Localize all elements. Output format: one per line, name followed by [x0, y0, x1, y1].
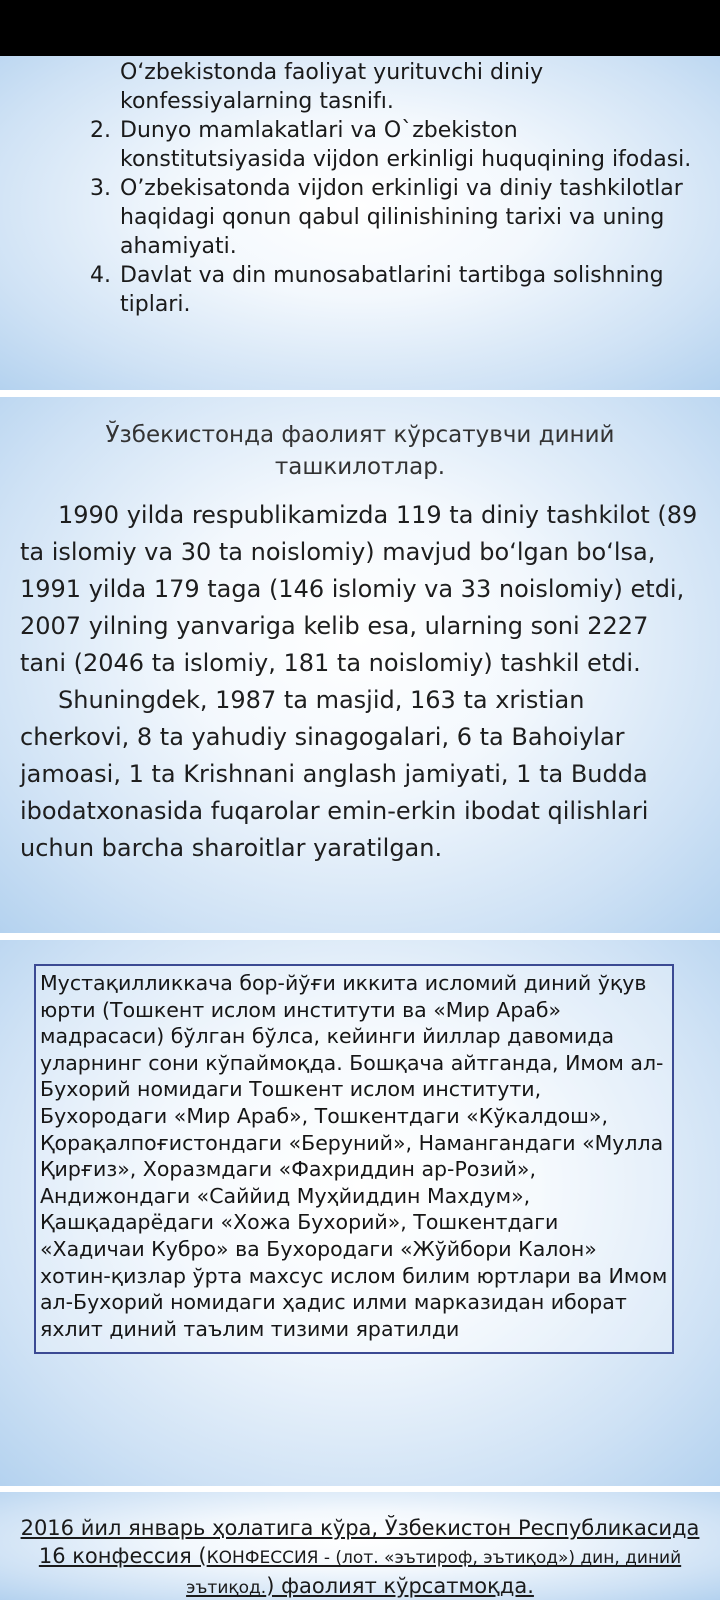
slide-education-system — [0, 940, 720, 1486]
slide-religious-organizations — [0, 397, 720, 933]
list-number: 3. — [90, 176, 111, 201]
slide-confessions — [0, 1492, 720, 1600]
status-bar — [0, 0, 720, 56]
slide-divider — [0, 390, 720, 397]
confession-definition: КОНФЕССИЯ - (лот. «эътироф, эътиқод») дин, диний эътиқод. — [186, 1548, 682, 1598]
slide-body — [20, 497, 700, 867]
confessions-text-part3: ) фаолият кўрсатмоқда. — [266, 1574, 534, 1598]
list-item-4 — [88, 261, 698, 319]
topics-list — [88, 56, 698, 319]
list-item-1-continuation: O‘zbekistonda faoliyat yurituvchi diniy konfessiyalarning tasnifı. — [120, 60, 544, 114]
paragraph-statistics: 1990 yilda respublikamizda 119 ta diniy tashkilot (89 ta islomiy va 30 ta noislomiy) mavjud bo‘lgan bo‘lsa, 1991 yilda 179 taga (146 islomiy va 33 noislomiy) etdi, 2007 yilning yanvariga kelib esa, ularning soni 2227 tani (2046 ta islomiy, 181 ta noislomiy) tashkil etdi. — [20, 501, 698, 677]
list-text: Dunyo mamlakatlari va O`zbekiston konstitutsiyasida vijdon erkinligi huquqining ifodasi. — [120, 118, 692, 172]
confessions-text-part1: 2016 йил январь ҳолатига кўра, Ўзбекистон Республикасида 16 конфессия ( — [20, 1516, 700, 1568]
text-box: Мустақилликкача бор-йўғи иккита исломий диний ўқув юрти (Тошкент ислом институти ва «Мир Араб» мадрасаси) бўлган бўлса, кейинги йиллар давомида уларнинг сони кўпаймоқда. Бошқача айтганда, Имом ал-Бухорий номидаги Тошкент ислом институти, Бухородаги «Мир Араб», Тошкентдаги «Кўкалдош», Қорақалпоғистондаги «Беруний», Намангандаги «Мулла Қирғиз», Хоразмдаги «Фахриддин ар-Розий», Андижондаги «Саййид Муҳйиддин Махдум», Қашқадарёдаги «Хожа Бухорий», Тошкентдаги «Хадичаи Кубро» ва Бухородаги «Жўйбори Калон» хотин-қизлар ўрта махсус ислом билим юртлари ва Имом ал-Бухорий номидаги ҳадис илми марказидан иборат яхлит диний таълим тизими яратилди — [34, 964, 674, 1354]
list-text: O’zbekisatonda vijdon erkinligi va diniy tashkilotlar haqidagi qonun qabul qilinishining tarixi va uning ahamiyati. — [120, 176, 683, 259]
slide-heading: Ўзбекистонда фаолият кўрсатувчи диний ташкилотлар. — [105, 422, 615, 480]
confessions-text — [14, 1514, 706, 1600]
list-text: Davlat va din munosabatlarini tartibga solishning tiplari. — [120, 263, 664, 317]
list-number: 4. — [90, 263, 111, 288]
list-number: 2. — [90, 118, 111, 143]
paragraph-places-of-worship: Shuningdek, 1987 ta masjid, 163 ta xristian cherkovi, 8 ta yahudiy sinagogalari, 6 ta Bahoiylar jamoasi, 1 ta Krishnani anglash jamiyati, 1 ta Budda ibodatxonasida fuqarolar emin-erkin ibodat qilishlari uchun barcha sharoitlar yaratilgan. — [20, 686, 649, 862]
list-item-2 — [88, 116, 698, 174]
slide-divider — [0, 933, 720, 940]
slide-topics-list — [0, 56, 720, 390]
list-item-3 — [88, 174, 698, 261]
